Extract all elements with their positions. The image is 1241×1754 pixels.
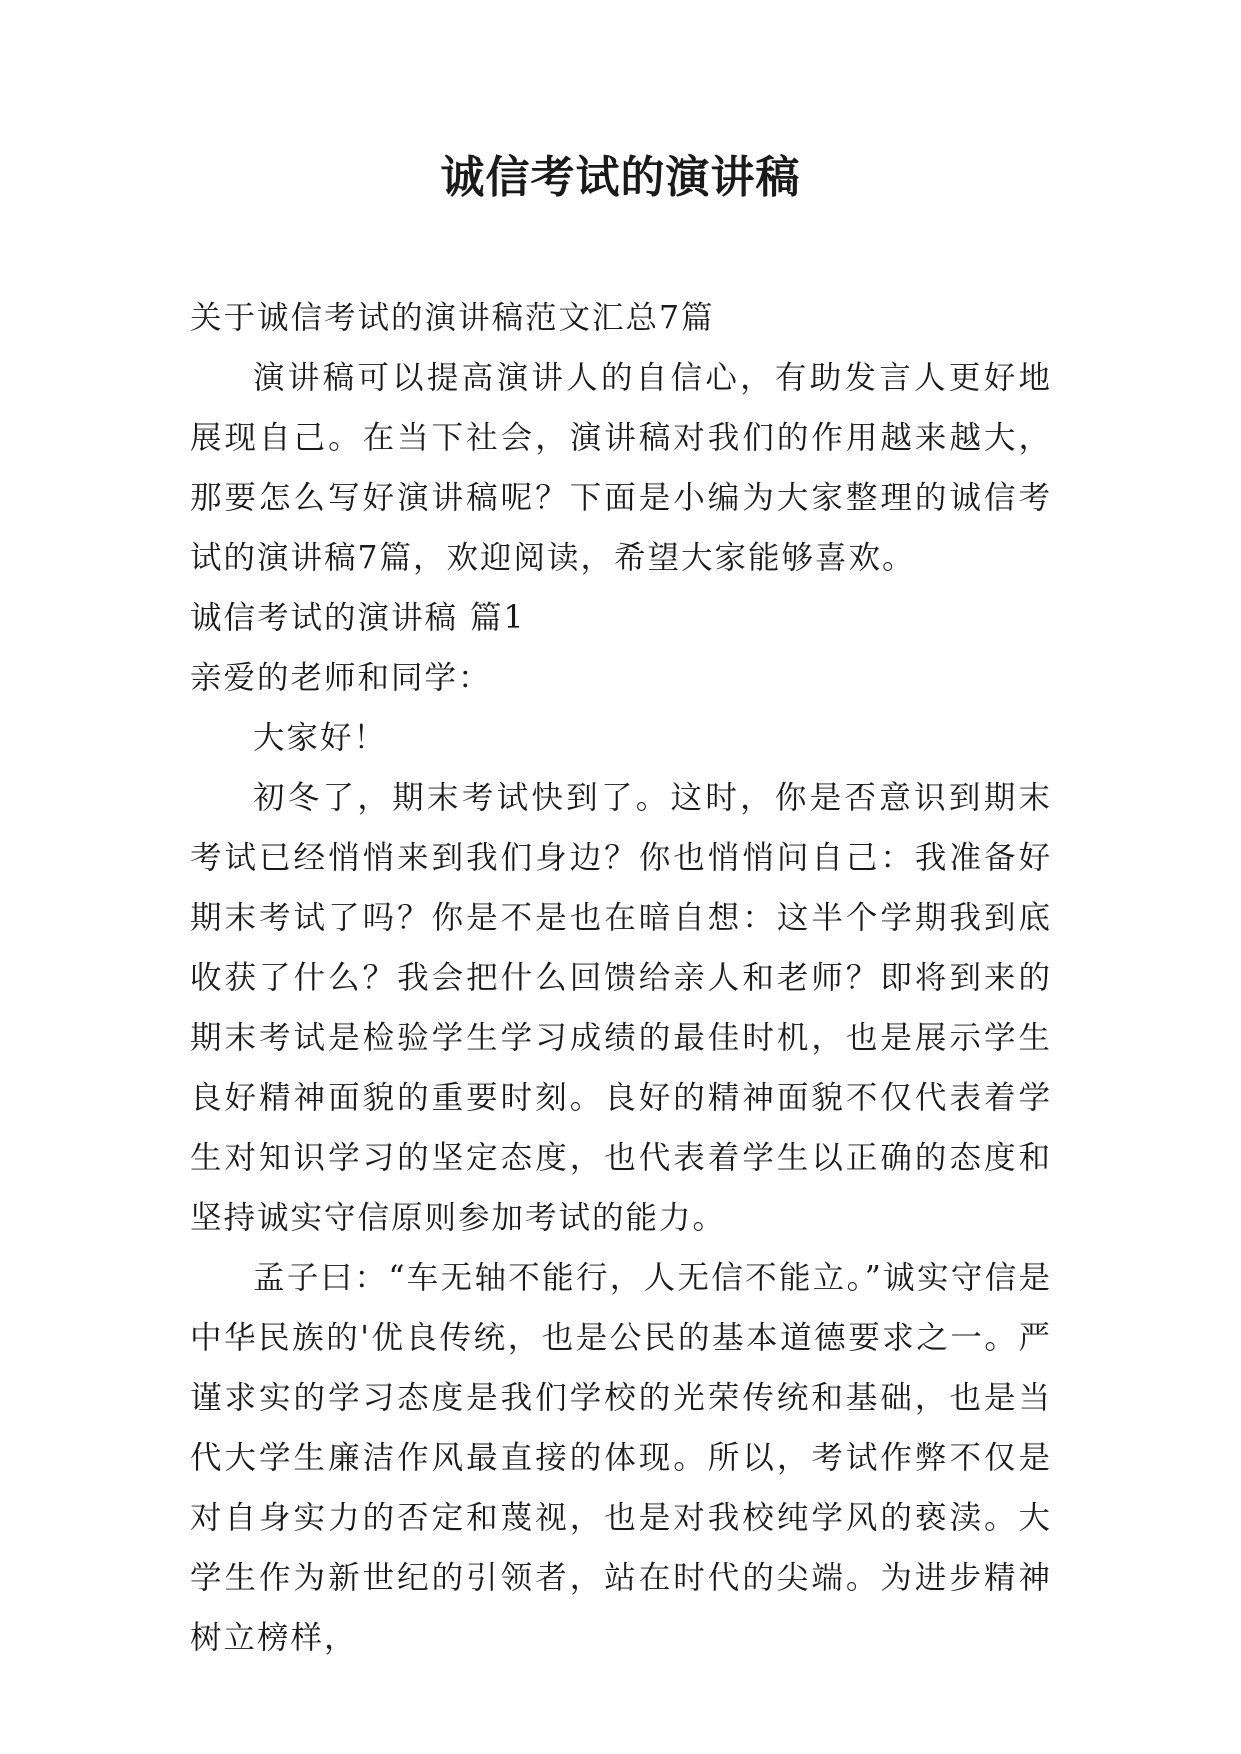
paragraph-1: 初冬了，期末考试快到了。这时，你是否意识到期末考试已经悄悄来到我们身边？你也悄悄问自己：我准备好期末考试了吗？你是不是也在暗自想：这半个学期我到底收获了什么？我会把什么回馈给亲人和老师？即将到来的期末考试是检验学生学习成绩的最佳时机，也是展示学生良好精神面貌的重要时刻。良好的精神面貌不仅代表着学生对知识学习的坚定态度，也代表着学生以正确的态度和坚持诚实守信原则参加考试的能力。	[190, 780, 1052, 1236]
document-body	[190, 288, 1052, 1668]
paragraph-2: 孟子曰：“车无轴不能行，人无信不能立。”诚实守信是中华民族的'优良传统，也是公民的基本道德要求之一。严谨求实的学习态度是我们学校的光荣传统和基础，也是当代大学生廉洁作风最直接的体现。所以，考试作弊不仅是对自身实力的否定和蔑视，也是对我校纯学风的亵渎。大学生作为新世纪的引领者，站在时代的尖端。为进步精神树立榜样，	[190, 1260, 1052, 1656]
intro-paragraph: 演讲稿可以提高演讲人的自信心，有助发言人更好地展现自己。在当下社会，演讲稿对我们的作用越来越大，那要怎么写好演讲稿呢？下面是小编为大家整理的诚信考试的演讲稿7篇，欢迎阅读，希望大家能够喜欢。	[190, 360, 1052, 576]
document-subtitle: 关于诚信考试的演讲稿范文汇总7篇	[190, 300, 715, 336]
document-title: 诚信考试的演讲稿	[440, 152, 801, 203]
salutation: 亲爱的老师和同学：	[190, 660, 492, 696]
greeting: 大家好！	[253, 720, 388, 756]
section-heading: 诚信考试的演讲稿 篇1	[190, 600, 526, 636]
